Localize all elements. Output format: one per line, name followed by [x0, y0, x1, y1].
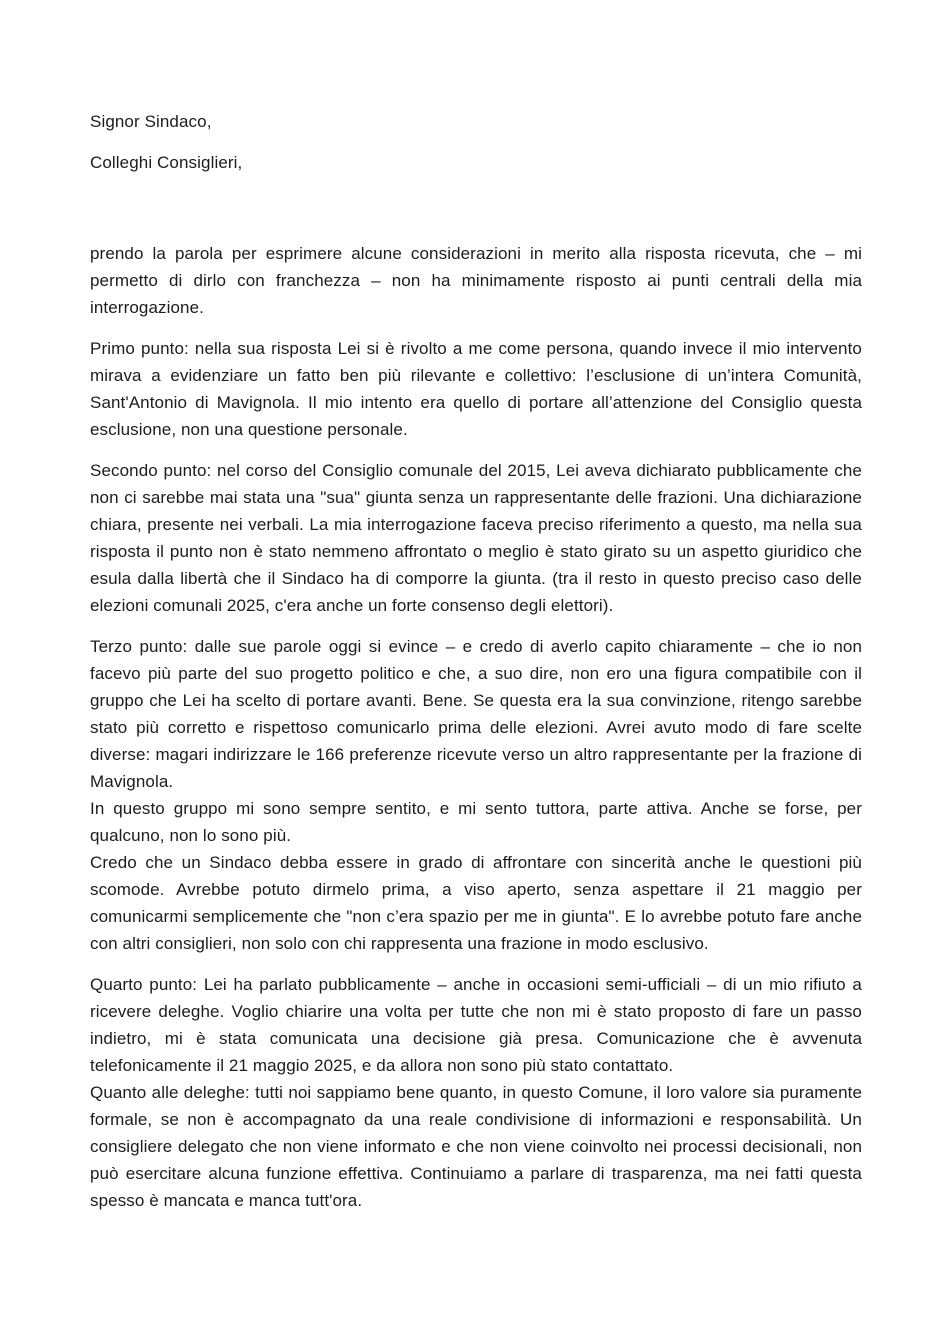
paragraph-credo-sindaco: Credo che un Sindaco debba essere in grado di affrontare con sincerità anche le questioni più scomode. Avrebbe potuto dirmelo prima, a viso aperto, senza aspettare il 21 maggio per comunicarmi semplicemente che "non c’era spazio per me in giunta". E lo avrebbe potuto fare anche con altri consiglieri, non solo con chi rappresenta una frazione in modo esclusivo.	[90, 853, 862, 953]
salutation-consiglieri: Colleghi Consiglieri,	[90, 153, 243, 172]
paragraph-deleghe: Quanto alle deleghe: tutti noi sappiamo bene quanto, in questo Comune, il loro valore sia puramente formale, se non è accompagnato da una reale condivisione di informazioni e responsabilità. Un consigliere delegato che non viene informato e che non viene coinvolto nei processi decisionali, non può esercitare alcuna funzione effettiva. Continuiamo a parlare di trasparenza, ma nei fatti questa spesso è mancata e manca tutt'ora.	[90, 1083, 862, 1210]
paragraph-intro: prendo la parola per esprimere alcune considerazioni in merito alla risposta ricevuta, che – mi permetto di dirlo con franchezza – non ha minimamente risposto ai punti centrali della mia interrogazione.	[90, 244, 862, 317]
salutation-sindaco: Signor Sindaco,	[90, 112, 212, 131]
paragraph-secondo-punto: Secondo punto: nel corso del Consiglio comunale del 2015, Lei aveva dichiarato pubblicamente che non ci sarebbe mai stata una "sua" giunta senza un rappresentante delle frazioni. Una dichiarazione chiara, presente nei verbali. La mia interrogazione faceva preciso riferimento a questo, ma nella sua risposta il punto non è stato nemmeno affrontato o meglio è stato girato su un aspetto giuridico che esula dalla libertà che il Sindaco ha di comporre la giunta. (tra il resto in questo preciso caso delle elezioni comunali 2025, c'era anche un forte consenso degli elettori).	[90, 461, 862, 615]
paragraph-gruppo: In questo gruppo mi sono sempre sentito, e mi sento tuttora, parte attiva. Anche se forse, per qualcuno, non lo sono più.	[90, 799, 862, 845]
paragraph-primo-punto: Primo punto: nella sua risposta Lei si è rivolto a me come persona, quando invece il mio intervento mirava a evidenziare un fatto ben più rilevante e collettivo: l’esclusione di un’intera Comunità, Sant'Antonio di Mavignola. Il mio intento era quello di portare all’attenzione del Consiglio questa esclusione, non una questione personale.	[90, 339, 862, 439]
paragraph-quarto-punto: Quarto punto: Lei ha parlato pubblicamente – anche in occasioni semi-ufficiali – di un mio rifiuto a ricevere deleghe. Voglio chiarire una volta per tutte che non mi è stato proposto di fare un passo indietro, mi è stata comunicata una decisione già presa. Comunicazione che è avvenuta telefonicamente il 21 maggio 2025, e da allora non sono più stato contattato.	[90, 975, 862, 1075]
paragraph-terzo-punto: Terzo punto: dalle sue parole oggi si evince – e credo di averlo capito chiaramente – che io non facevo più parte del suo progetto politico e che, a suo dire, non ero una figura compatibile con il gruppo che Lei ha scelto di portare avanti. Bene. Se questa era la sua convinzione, ritengo sarebbe stato più corretto e rispettoso comunicarlo prima delle elezioni. Avrei avuto modo di fare scelte diverse: magari indirizzare le 166 preferenze ricevute verso un altro rappresentante per la frazione di Mavignola.	[90, 637, 862, 791]
